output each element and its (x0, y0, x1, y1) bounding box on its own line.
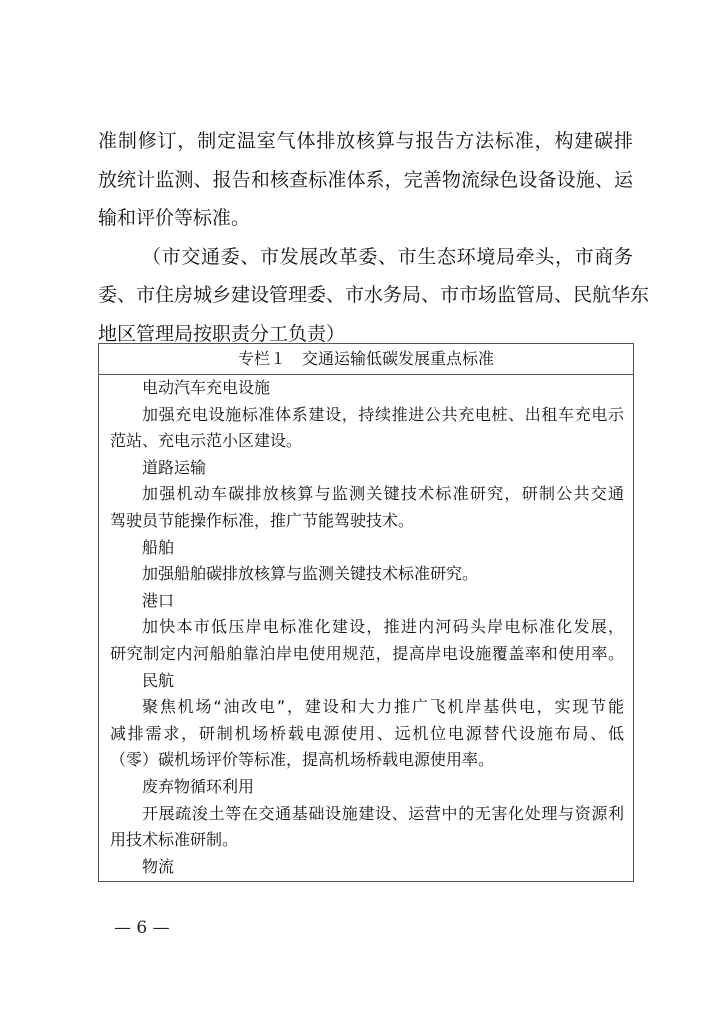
box-heading: 物流 (142, 856, 175, 876)
body-line: 准制修订，制定温室气体排放核算与报告方法标准，构建碳排 (98, 130, 633, 152)
box-line: 驾驶员节能操作标准，推广节能驾驶技术。 (110, 510, 415, 530)
box-title: 专栏１ 交通运输低碳发展重点标准 (99, 344, 633, 375)
box-heading: 电动汽车充电设施 (142, 378, 271, 397)
body-text (98, 122, 650, 354)
box-line: 聚焦机场“油改电”，建设和大力推广飞机岸基供电，实现节能 (142, 697, 624, 717)
box-line: 减排需求，研制机场桥载电源使用、远机位电源替代设施布局、低 (110, 723, 624, 743)
box-line: （零）碳机场评价等标准，提高机场桥载电源使用率。 (110, 750, 495, 770)
box-heading: 港口 (142, 590, 175, 610)
box-heading: 废弃物循环利用 (142, 776, 255, 796)
box-line: 加强船舶碳排放核算与监测关键技术标准研究。 (142, 564, 479, 584)
box-line: 范站、充电示范小区建设。 (110, 431, 303, 451)
box-line: 开展疏浚土等在交通基础设施建设、运营中的无害化处理与资源利 (142, 803, 624, 823)
box-heading: 道路运输 (142, 457, 207, 477)
page-number: — 6 — (114, 918, 170, 938)
box-line: 加快本市低压岸电标准化建设，推进内河码头岸电标准化发展， (142, 617, 624, 637)
body-line: 地区管理局按职责分工负责） (98, 322, 346, 345)
body-line: （市交通委、市发展改革委、市生态环境局牵头，市商务 (142, 245, 633, 268)
box-body (99, 375, 633, 880)
box-line: 研究制定内河船舶靠泊岸电使用规范，提高岸电设施覆盖率和使用率。 (110, 643, 624, 663)
body-line: 输和评价等标准。 (98, 207, 251, 230)
sidebar-box (98, 343, 634, 882)
box-heading: 船舶 (142, 537, 175, 557)
box-line: 用技术标准研制。 (110, 830, 239, 850)
box-line: 加强充电设施标准体系建设，持续推进公共充电桩、出租车充电示 (142, 404, 624, 424)
box-heading: 民航 (142, 670, 175, 690)
box-line: 加强机动车碳排放核算与监测关键技术标准研究，研制公共交通 (142, 484, 624, 504)
body-line: 委、市住房城乡建设管理委、市水务局、市市场监管局、民航华东 (98, 284, 650, 307)
body-line: 放统计监测、报告和核查标准体系，完善物流绿色设备设施、运 (98, 168, 633, 191)
